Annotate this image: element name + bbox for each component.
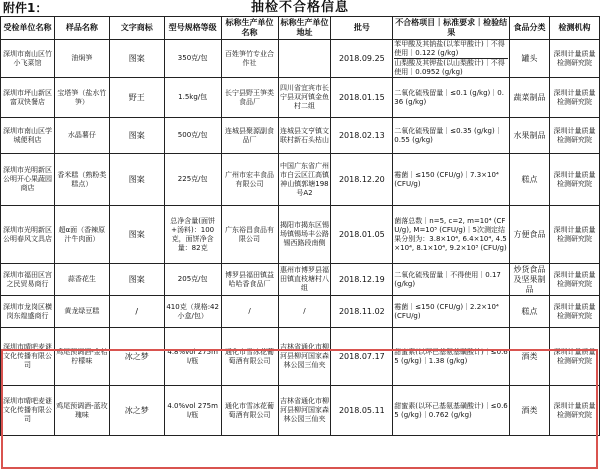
cell-brand: 图案 xyxy=(109,154,164,206)
cell-items xyxy=(393,264,510,296)
cell-agency: 深圳计量质量检测研究院 xyxy=(550,154,600,206)
cell-maker: 连城县聚源副食品厂 xyxy=(221,118,278,154)
cell-sample: 鸡尾预调酒-金桔柠檬味 xyxy=(54,328,109,386)
col-header-agency: 检测机构 xyxy=(550,17,600,40)
col-header-category: 食品分类 xyxy=(510,17,550,40)
cell-batch: 2018.01.15 xyxy=(331,78,393,118)
cell-agency: 深圳计量质量检测研究院 xyxy=(550,206,600,264)
col-header-brand: 文字商标 xyxy=(109,17,164,40)
cell-batch: 2018.12.20 xyxy=(331,154,393,206)
test-item-text: 二氧化硫残留量｜不得使用｜0.17 (g/kg) xyxy=(394,270,501,288)
cell-spec: 4.0%vol 275ml/瓶 xyxy=(164,386,221,436)
cell-sample: 超α面（香辣原汁牛肉面） xyxy=(54,206,109,264)
cell-spec: 1.5kg/包 xyxy=(164,78,221,118)
inspection-table xyxy=(0,16,600,436)
cell-address xyxy=(278,40,331,78)
cell-items xyxy=(393,386,510,436)
cell-unit: 深圳市坪山新区富双快餐店 xyxy=(1,78,55,118)
cell-items xyxy=(393,206,510,264)
cell-brand: 图案 xyxy=(109,264,164,296)
cell-batch: 2018.01.05 xyxy=(331,206,393,264)
cell-agency: 深圳计量质量检测研究院 xyxy=(550,328,600,386)
test-item-text: 菌落总数｜n=5, c=2, m=10⁴ (CFU/g), M=10⁵ (CFU/g)｜5次测定结果分别为：3.8×10⁴, 6.4×10⁴, 4.5×10⁴, 8.1×10⁴, 9.2×10³ (CFU/g) xyxy=(394,216,507,252)
cell-unit: 深圳市福田区宫之民贸易商行 xyxy=(1,264,55,296)
table-row xyxy=(1,118,600,154)
cell-batch: 2018.09.25 xyxy=(331,40,393,78)
cell-unit: 深圳市南山区学城便利店 xyxy=(1,118,55,154)
table-row xyxy=(1,154,600,206)
cell-spec: 4.8%vol 275ml/瓶 xyxy=(164,328,221,386)
cell-unit: 深圳市晴吧麦谜文化传播有限公司 xyxy=(1,386,55,436)
table-row xyxy=(1,206,600,264)
cell-brand: 图案 xyxy=(109,118,164,154)
cell-agency: 深圳计量质量检测研究院 xyxy=(550,118,600,154)
cell-maker: 百姓笋竹专业合作社 xyxy=(221,40,278,78)
test-item-text: 霉菌｜≤150 (CFU/g)｜2.2×10⁴ (CFU/g) xyxy=(394,302,499,320)
cell-category: 糕点 xyxy=(510,154,550,206)
cell-maker: 广州市宏丰食品有限公司 xyxy=(221,154,278,206)
cell-category: 炒货食品及坚果制品 xyxy=(510,264,550,296)
cell-items xyxy=(393,154,510,206)
page-title: 抽检不合格信息 xyxy=(250,0,349,15)
cell-category: 水果制品 xyxy=(510,118,550,154)
cell-category: 糕点 xyxy=(510,296,550,328)
cell-maker: / xyxy=(221,296,278,328)
cell-maker: 博罗县福田镇益哈哈香食品厂 xyxy=(221,264,278,296)
cell-unit: 深圳市南山区竹小飞菜馆 xyxy=(1,40,55,78)
cell-batch: 2018.12.19 xyxy=(331,264,393,296)
cell-unit: 深圳市龙岗区横岗东煌盛商行 xyxy=(1,296,55,328)
title-bar xyxy=(0,0,600,16)
cell-batch: 2018.07.17 xyxy=(331,328,393,386)
table-row xyxy=(1,328,600,386)
cell-spec: 225克/包 xyxy=(164,154,221,206)
test-item-text: 苯甲酸及其钠盐(以苯甲酸计)｜不得使用｜0.122 (g/kg) xyxy=(394,40,505,57)
cell-category: 方便食品 xyxy=(510,206,550,264)
table-row xyxy=(1,264,600,296)
cell-brand: 野王 xyxy=(109,78,164,118)
cell-items xyxy=(393,296,510,328)
test-item-text: 霉菌｜≤150 (CFU/g)｜7.3×10⁴ (CFU/g) xyxy=(394,170,499,188)
cell-brand: / xyxy=(109,296,164,328)
cell-category: 酒类 xyxy=(510,328,550,386)
table-row xyxy=(1,78,600,118)
test-item-text: 甜蜜素(以环己基氨基磺酸计)｜≤0.65 (g/kg)｜0.762 (g/kg) xyxy=(394,401,508,419)
cell-maker: 长宁县野王笋类食品厂 xyxy=(221,78,278,118)
test-item-text: 甜蜜素(以环己基氨基磺酸计)｜≤0.65 (g/kg)｜1.38 (g/kg) xyxy=(394,347,508,365)
col-header-batch: 批号 xyxy=(331,17,393,40)
test-item-text: 二氧化硫残留量｜≤0.1 (g/kg)｜0.36 (g/kg) xyxy=(394,88,504,106)
cell-spec: 总净含量(面饼+汤料)：100克，面饼净含量：82克 xyxy=(164,206,221,264)
col-header-address: 标称生产单位地址 xyxy=(278,17,331,40)
cell-address: 中国广东省广州市白云区江高镇神山镇郭塘198号A2 xyxy=(278,154,331,206)
cell-unit: 深圳市晴吧麦谜文化传播有限公司 xyxy=(1,328,55,386)
cell-items xyxy=(393,118,510,154)
table-row xyxy=(1,296,600,328)
cell-sample: 蒜香花生 xyxy=(54,264,109,296)
cell-address: 四川省宜宾市长宁县双河镇金鱼村二组 xyxy=(278,78,331,118)
col-header-sample: 样品名称 xyxy=(54,17,109,40)
cell-spec: 205克/包 xyxy=(164,264,221,296)
col-header-spec: 型号规格等级 xyxy=(164,17,221,40)
cell-unit: 深圳市光明新区公明开心果蔬园商店 xyxy=(1,154,55,206)
cell-address: 连城县文亨镇文联村新石头枯山 xyxy=(278,118,331,154)
attachment-label: 附件1： xyxy=(3,1,48,15)
cell-address: 揭阳市揭东区锡场镇锡场丰公路锡西路段南侧 xyxy=(278,206,331,264)
cell-sample: 水晶薯仔 xyxy=(54,118,109,154)
cell-brand: 冰之梦 xyxy=(109,386,164,436)
table-row xyxy=(1,386,600,436)
cell-sample: 香米糕（熟粉类糕点） xyxy=(54,154,109,206)
col-header-items: 不合格项目｜标准要求｜检验结果 xyxy=(393,17,510,40)
col-header-unit: 受检单位名称 xyxy=(1,17,55,40)
cell-address: 惠州市博罗县福田镇直枝塘村八组 xyxy=(278,264,331,296)
cell-agency: 深圳计量质量检测研究院 xyxy=(550,40,600,78)
cell-unit: 深圳市光明新区公明春风文具店 xyxy=(1,206,55,264)
cell-address: / xyxy=(278,296,331,328)
cell-items xyxy=(393,328,510,386)
cell-sample: 油焖笋 xyxy=(54,40,109,78)
cell-category: 蔬菜制品 xyxy=(510,78,550,118)
cell-sample: 鸡尾预调酒-蓝玫瑰味 xyxy=(54,386,109,436)
cell-batch: 2018.05.11 xyxy=(331,386,393,436)
cell-agency: 深圳计量质量检测研究院 xyxy=(550,386,600,436)
cell-agency: 深圳计量质量检测研究院 xyxy=(550,296,600,328)
cell-agency: 深圳计量质量检测研究院 xyxy=(550,264,600,296)
cell-items xyxy=(393,40,510,78)
cell-brand: 冰之梦 xyxy=(109,328,164,386)
cell-brand: 图案 xyxy=(109,206,164,264)
table-row xyxy=(1,40,600,78)
cell-spec: 410克（规格:42小盒/包） xyxy=(164,296,221,328)
cell-category: 酒类 xyxy=(510,386,550,436)
cell-batch: 2018.11.02 xyxy=(331,296,393,328)
cell-maker: 广东裕昌食品有限公司 xyxy=(221,206,278,264)
cell-maker: 通化市雪冰花葡萄酒有限公司 xyxy=(221,386,278,436)
cell-sample: 黄龙绿豆糕 xyxy=(54,296,109,328)
cell-maker: 通化市雪冰花葡萄酒有限公司 xyxy=(221,328,278,386)
cell-brand: 图案 xyxy=(109,40,164,78)
cell-spec: 350克/包 xyxy=(164,40,221,78)
cell-sample: 宝塔笋（盐水竹笋） xyxy=(54,78,109,118)
cell-category: 罐头 xyxy=(510,40,550,78)
cell-address: 吉林省通化市柳河县柳河国家森林公园三仙夹 xyxy=(278,328,331,386)
cell-address: 吉林省通化市柳河县柳河国家森林公园三仙夹 xyxy=(278,386,331,436)
table-header-row xyxy=(1,17,600,40)
test-item-text: 山梨酸及其钾盐(以山梨酸计)｜不得使用｜0.0952 (g/kg) xyxy=(394,58,508,77)
col-header-maker: 标称生产单位名称 xyxy=(221,17,278,40)
test-item-text: 二氧化硫残留量｜≤0.35 (g/kg)｜0.55 (g/kg) xyxy=(394,126,502,144)
cell-spec: 500克/包 xyxy=(164,118,221,154)
cell-items xyxy=(393,78,510,118)
cell-batch: 2018.02.13 xyxy=(331,118,393,154)
cell-agency: 深圳计量质量检测研究院 xyxy=(550,78,600,118)
